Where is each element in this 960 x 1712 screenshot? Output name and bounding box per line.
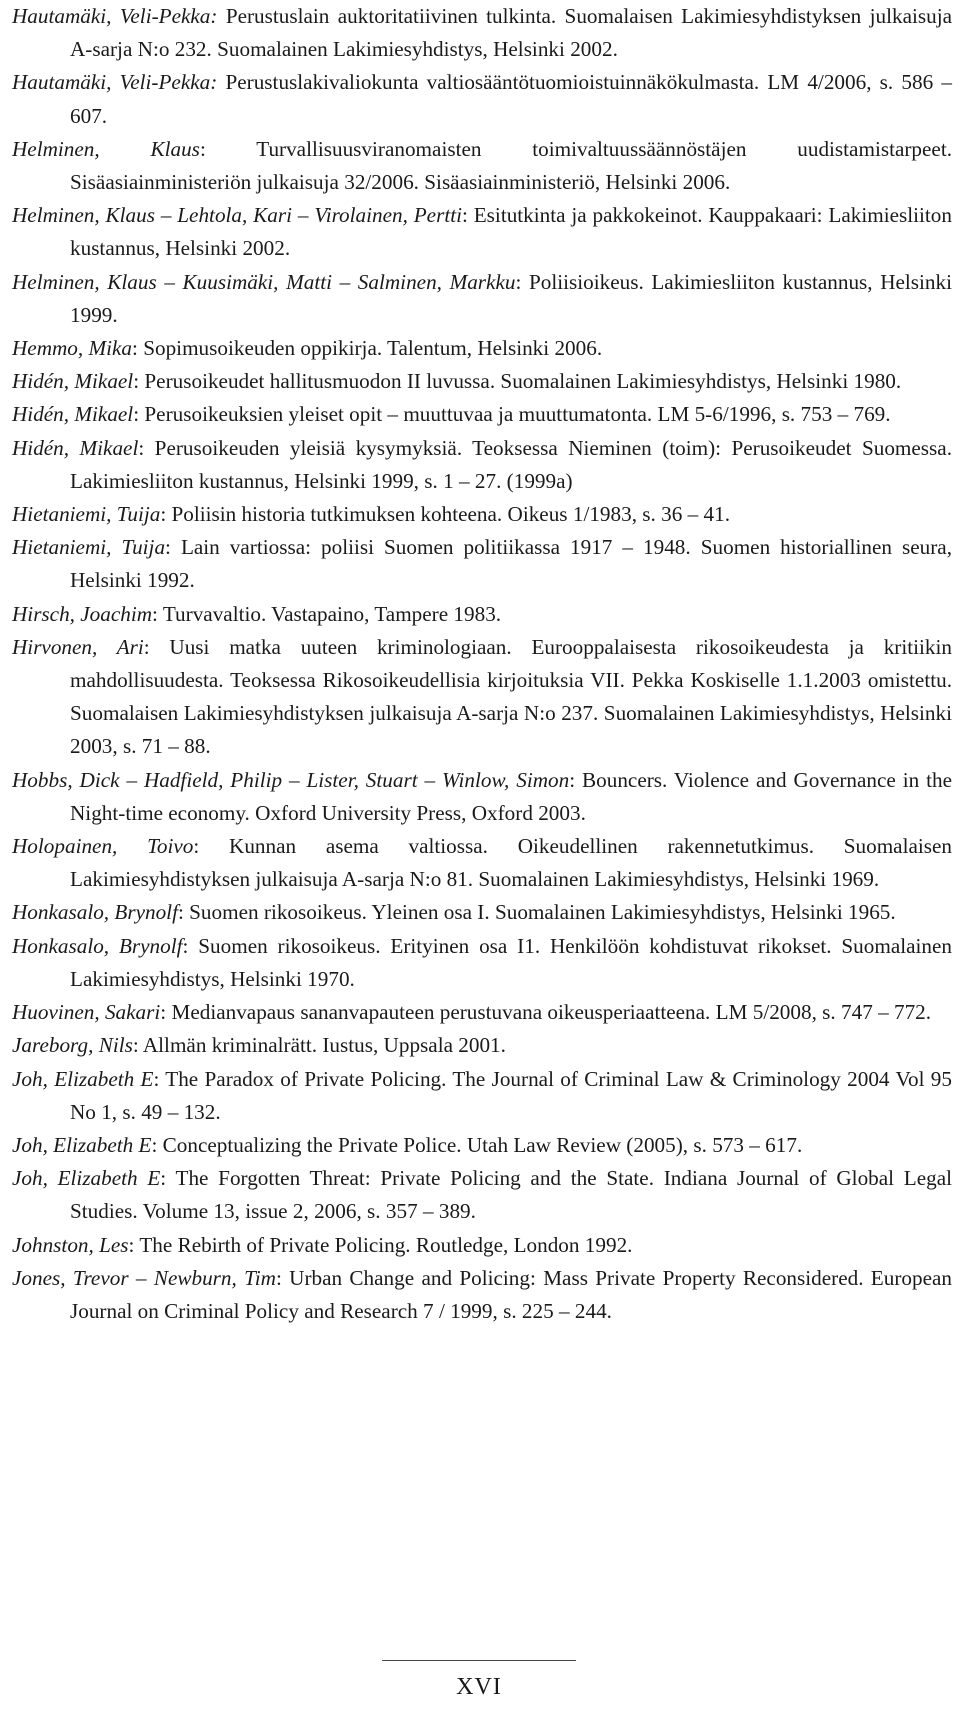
reference-entry [12, 1129, 952, 1162]
reference-author: Huovinen, Sakari [12, 1000, 161, 1025]
reference-author: Joh, Elizabeth E [12, 1166, 161, 1191]
reference-entry [12, 266, 952, 332]
reference-text: : Perusoikeudet hallitusmuodon II luvussa. Suomalainen Lakimiesyhdistys, Helsinki 1980. [133, 369, 902, 394]
reference-text: : Conceptualizing the Private Police. Utah Law Review (2005), s. 573 – 617. [151, 1132, 803, 1157]
reference-text: : Perusoikeuksien yleiset opit – muuttuvaa ja muuttumatonta. LM 5-6/1996, s. 753 – 769. [133, 402, 891, 427]
reference-text: : Suomen rikosoikeus. Erityinen osa I1. Henkilöön kohdistuvat rikokset. Suomalainen Lakimiesyhdistys, Helsinki 1970. [70, 933, 953, 991]
reference-text: : Bouncers. Violence and Governance in the Night-time economy. Oxford University Press, Oxford 2003. [70, 767, 952, 825]
reference-text: : Turvallisuusviranomaisten toimivaltuussäännöstäjen uudistamistarpeet. Sisäasiainministeriön julkaisuja 32/2006. Sisäasiainministeriö, Helsinki 2006. [70, 136, 953, 195]
reference-text: : Perusoikeuden yleisiä kysymyksiä. Teoksessa Nieminen (toim): Perusoikeudet Suomessa. Lakimiesliiton kustannus, Helsinki 1999, s. 1 – 27. (1999a) [70, 435, 952, 493]
reference-text: : Kunnan asema valtiossa. Oikeudellinen rakennetutkimus. Suomalaisen Lakimiesyhdistyksen julkaisuja A-sarja N:o 81. Suomalainen Lakimiesyhdistys, Helsinki 1969. [70, 834, 953, 892]
reference-text: : Sopimusoikeuden oppikirja. Talentum, Helsinki 2006. [132, 336, 603, 361]
reference-text: : Uusi matka uuteen kriminologiaan. Eurooppalaisesta rikosoikeudesta ja kritiikin mahdollisuudesta. Teoksessa Rikosoikeudellisia kirjoituksia VII. Pekka Koskiselle 1.1.2003 omistettu. Suomalaisen Lakimiesyhdistyksen julkaisuja A-sarja N:o 237. Suomalainen Lakimiesyhdistys, Helsinki 2003, s. 71 – 88. [70, 634, 952, 759]
reference-author: Joh, Elizabeth E [12, 1066, 154, 1091]
reference-author: Johnston, Les [12, 1232, 129, 1257]
bibliography-page [12, 0, 952, 1328]
page-number: XVI [456, 1674, 502, 1700]
reference-text: : Allmän kriminalrätt. Iustus, Uppsala 2001. [132, 1033, 506, 1058]
reference-text: : Turvavaltio. Vastapaino, Tampere 1983. [152, 601, 502, 626]
reference-entry [12, 199, 952, 265]
reference-author: Hidén, Mikael [12, 402, 134, 427]
reference-author: Honkasalo, Brynolf [12, 900, 178, 925]
reference-entry [12, 1229, 952, 1262]
reference-entry [12, 764, 952, 830]
reference-author: Jareborg, Nils [12, 1033, 133, 1058]
reference-text: : The Paradox of Private Policing. The Journal of Criminal Law & Criminology 2004 Vol 95 No 1, s. 49 – 132. [70, 1066, 952, 1124]
reference-entry [12, 66, 952, 132]
reference-entry [12, 896, 952, 929]
reference-entry [12, 0, 952, 66]
reference-entry [12, 631, 952, 764]
reference-author: Jones, Trevor – Newburn, Tim [12, 1265, 276, 1290]
reference-author: Helminen, Klaus – Kuusimäki, Matti – Salminen, Markku [12, 269, 516, 294]
reference-entry [12, 531, 952, 597]
reference-author: Holopainen, Toivo [12, 834, 194, 859]
reference-entry [12, 830, 952, 896]
reference-entry [12, 365, 952, 398]
reference-author: Hietaniemi, Tuija [12, 535, 166, 560]
reference-entry [12, 1063, 952, 1129]
reference-text: : Esitutkinta ja pakkokeinot. Kauppakaari: Lakimiesliiton kustannus, Helsinki 2002. [70, 203, 952, 261]
reference-entry [12, 1162, 952, 1228]
reference-text: : Poliisioikeus. Lakimiesliiton kustannus, Helsinki 1999. [70, 269, 953, 327]
reference-entry [12, 1262, 952, 1328]
reference-author: Hemmo, Mika [12, 336, 133, 361]
reference-text: Perustuslain auktoritatiivinen tulkinta. Suomalaisen Lakimiesyhdistyksen julkaisuja A-sarja N:o 232. Suomalainen Lakimiesyhdistys, Helsinki 2002. [70, 4, 952, 62]
reference-text: : Lain vartiossa: poliisi Suomen politiikassa 1917 – 1948. Suomen historiallinen seura, Helsinki 1992. [70, 535, 953, 593]
reference-author: Hietaniemi, Tuija [12, 502, 161, 527]
reference-author: Hirsch, Joachim [12, 601, 153, 626]
reference-author: Honkasalo, Brynolf [12, 933, 183, 958]
reference-author: Helminen, Klaus – Lehtola, Kari – Virolainen, Pertti [12, 203, 462, 228]
reference-text: : Suomen rikosoikeus. Yleinen osa I. Suomalainen Lakimiesyhdistys, Helsinki 1965. [177, 900, 896, 925]
reference-entry [12, 996, 952, 1029]
reference-entry [12, 498, 952, 531]
reference-entry [12, 133, 952, 199]
reference-entry [12, 598, 952, 631]
reference-entry [12, 930, 952, 996]
reference-author: Helminen, Klaus [12, 136, 200, 161]
reference-author: Hidén, Mikael [12, 369, 134, 394]
reference-author: Joh, Elizabeth E [12, 1132, 152, 1157]
reference-entry [12, 1029, 952, 1062]
reference-text: : The Forgotten Threat: Private Policing and the State. Indiana Journal of Global Legal Studies. Volume 13, issue 2, 2006, s. 357 – 389. [70, 1166, 952, 1224]
reference-list [12, 0, 952, 1328]
reference-author: Hautamäki, Veli-Pekka: [12, 4, 218, 28]
reference-text: Perustuslakivaliokunta valtiosääntötuomioistuinnäkökulmasta. LM 4/2006, s. 586 – 607. [70, 70, 952, 128]
reference-text: : The Rebirth of Private Policing. Routledge, London 1992. [128, 1232, 633, 1257]
reference-entry [12, 432, 952, 498]
reference-text: : Poliisin historia tutkimuksen kohteena. Oikeus 1/1983, s. 36 – 41. [160, 502, 730, 527]
reference-author: Hautamäki, Veli-Pekka: [12, 70, 218, 95]
reference-author: Hobbs, Dick – Hadfield, Philip – Lister, Stuart – Winlow, Simon [12, 767, 570, 792]
reference-entry [12, 332, 952, 365]
reference-text: : Medianvapaus sananvapauteen perustuvana oikeusperiaatteena. LM 5/2008, s. 747 – 772. [160, 1000, 932, 1025]
reference-text: : Urban Change and Policing: Mass Private Property Reconsidered. European Journal on Criminal Policy and Research 7 / 1999, s. 225 – 244. [70, 1265, 952, 1323]
footer-divider [382, 1660, 576, 1661]
reference-author: Hirvonen, Ari [12, 634, 144, 659]
reference-entry [12, 398, 952, 431]
reference-author: Hidén, Mikael [12, 435, 139, 460]
